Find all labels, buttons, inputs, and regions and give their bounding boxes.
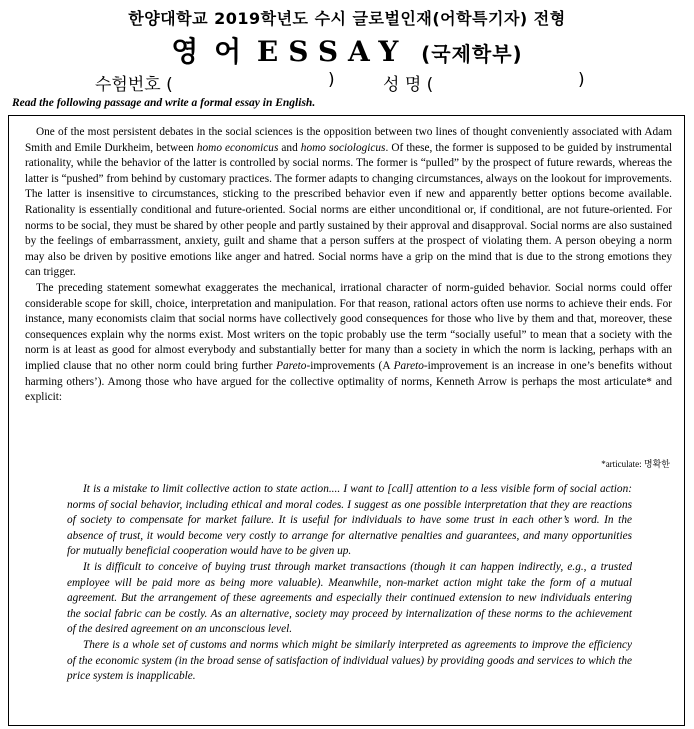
instruction: Read the following passage and write a formal essay in English. (12, 97, 316, 109)
exam-number-close: ) (328, 70, 335, 90)
candidate-info-row (0, 70, 694, 95)
title-department: (국제학부) (421, 42, 523, 66)
title-essay: ESSAY (256, 35, 409, 68)
name-label: 성 명 ( (383, 75, 434, 95)
block-quote (67, 482, 632, 685)
paragraph-1: One of the most persistent debates in the social sciences is the opposition between two lines of thought conveniently associated with Adam Smith and Emile Durkheim, between homo economicus and homo sociologicus. Of these, the former is supposed to be guided by instrumental rationality, while the behavior of the latter is controlled by social norms. The former is “pulled” by the prospect of future rewards, whereas the latter is “pushed” from behind by customary practices. The former adapts to changing circumstances, always on the lookout for improvements. The latter is insensitive to circumstances, sticking to the prescribed behavior even if new and apparently better options become available. Rationality is essentially conditional and future-oriented. Social norms are either unconditional or, if conditional, are not future-oriented. For norms to be social, they must be shared by other people and partly sustained by their approval and disapproval. Social norms are also sustained by the feelings of embarrassment, anxiety, guilt and shame that a person suffers at the prospect of violating them. A person obeying a norm may also be driven by positive emotions like anger and hatred. Social norms have a grip on the mind that is due to the strong emotions they can trigger. (25, 126, 672, 279)
footnote: *articulate: 명확한 (601, 459, 670, 469)
quote-paragraph-3: There is a whole set of customs and norms which might be similarly interpreted as agreements to improve the efficiency of the economic system (in the broad sense of satisfaction of individual values) by providing goods and services to which the price system is inapplicable. (67, 638, 632, 683)
name-close: ) (578, 70, 585, 90)
title-korean: 영 어 (171, 35, 245, 68)
quote-paragraph-2: It is difficult to conceive of buying trust through market transactions (though it can happen indirectly, e.g., a trusted employee will be paid more as being more valuable). Meanwhile, non-market action might take the form of a mutual agreement. But the arrangement of these agreements and especially their continued extension to new individuals entering the social fabric can be costly. As an alternative, society may proceed by internalization of these norms to the achievement of the desired agreement on an unconscious level. (67, 560, 632, 636)
passage (25, 125, 672, 406)
exam-header: 한양대학교 2019학년도 수시 글로벌인재(어학특기자) 전형 (128, 9, 566, 28)
page-title (0, 30, 694, 70)
paragraph-2: The preceding statement somewhat exaggerates the mechanical, irrational character of norm-guided behavior. Social norms could offer considerable scope for skill, choice, interpretation and manipulation. For that reason, rational actors often use norms to achieve their ends. For instance, many economists claim that social norms have collectively good consequences for those who live by them and that, moreover, these consequences explain why the norms exist. Most writers on the topic probably use the term “socially useful” to mean that a society with the norm is at least as good for almost everybody and substantially better for many than a society in which the norm is lacking, perhaps with an implied clause that no other norm could bring further Pareto-improvements (A Pareto-improvement is an increase in one’s benefits without harming others’). Among those who have argued for the collective optimality of norms, Kenneth Arrow is perhaps the most articulate* and explicit: (25, 281, 672, 404)
exam-number-label: 수험번호 ( (95, 75, 173, 95)
quote-paragraph-1: It is a mistake to limit collective action to state action.... I want to [call] attention to a less visible form of social action: norms of social behavior, including ethical and moral codes. I suggest as one possible interpretation that they are reactions of society to compensate for market failure. It is useful for individuals to have some trust in each other’s word. In the absence of trust, it would become very costly to arrange for alternative penalties and guarantees, and many opportunities for mutually beneficial cooperation would have to be given up. (67, 483, 632, 558)
